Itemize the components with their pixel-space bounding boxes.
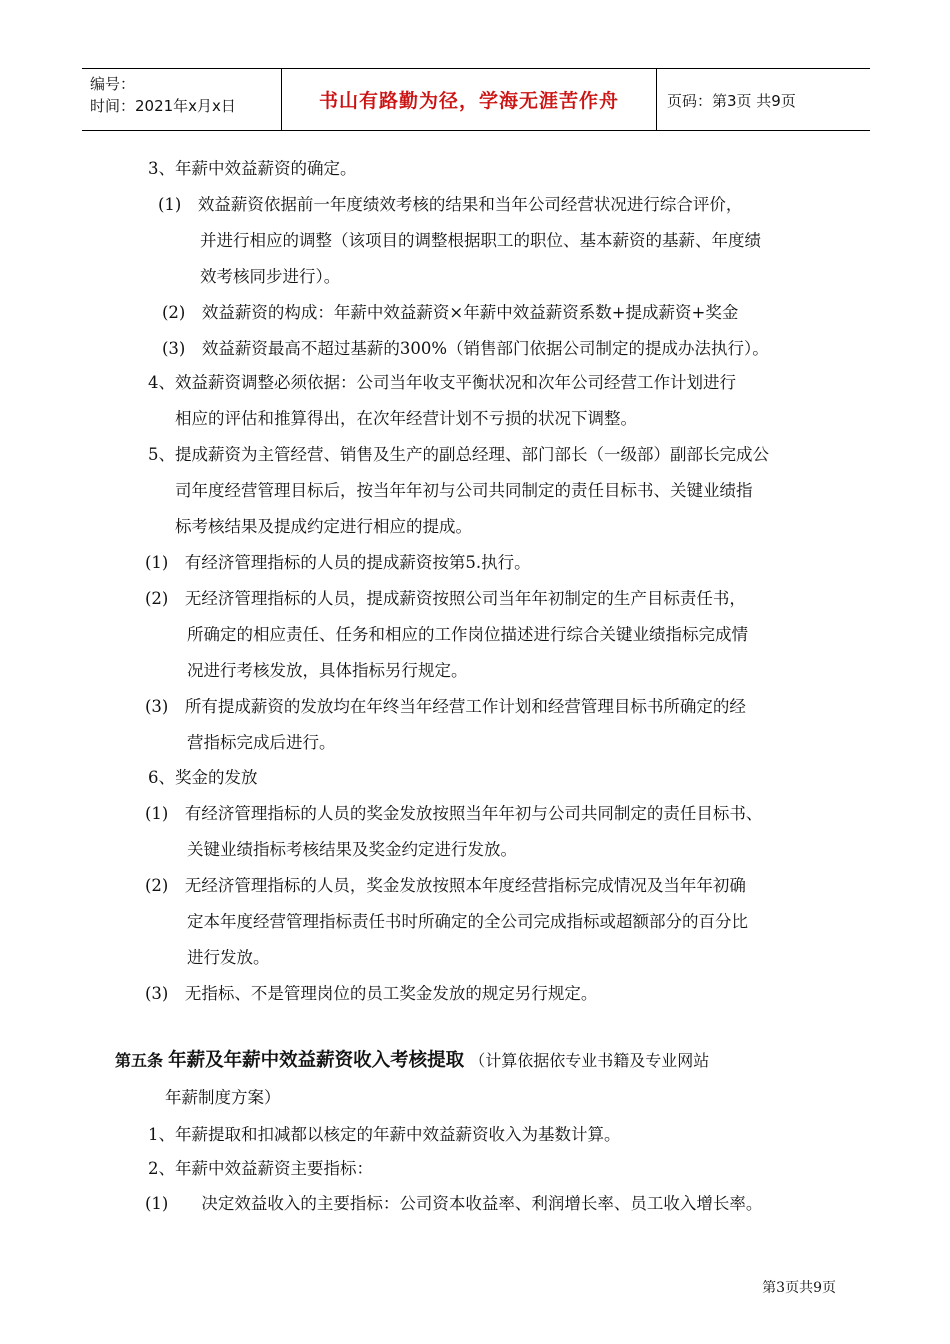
header-left-cell xyxy=(82,69,282,130)
paragraph-line: 进行发放。 xyxy=(187,948,270,967)
paragraph-line: (1) 有经济管理指标的人员的提成薪资按第5.执行。 xyxy=(145,553,531,572)
paragraph-line: 并进行相应的调整（该项目的调整根据职工的职位、基本薪资的基薪、年度绩 xyxy=(200,231,761,250)
section-6-heading: 6、奖金的发放 xyxy=(148,768,258,787)
article-number: 第五条 xyxy=(115,1051,164,1070)
paragraph-line: 标考核结果及提成约定进行相应的提成。 xyxy=(175,517,472,536)
header-motto-cell xyxy=(282,69,657,130)
paragraph-line: (3) 效益薪资最高不超过基薪的300%（销售部门依据公司制定的提成办法执行）。 xyxy=(162,339,769,358)
paragraph-line: 定本年度经营管理指标责任书时所确定的全公司完成指标或超额部分的百分比 xyxy=(187,912,748,931)
document-date-label: 时间：2021年x月x日 xyxy=(90,97,236,115)
section-5-heading: 5、提成薪资为主管经营、销售及生产的副总经理、部门部长（一级部）副部长完成公 xyxy=(148,445,769,464)
article-note: （计算依据依专业书籍及专业网站 xyxy=(469,1051,710,1070)
paragraph-line: 1、年薪提取和扣减都以核定的年薪中效益薪资收入为基数计算。 xyxy=(148,1125,621,1144)
paragraph-line: 2、年薪中效益薪资主要指标： xyxy=(148,1159,373,1178)
footer-page-number: 第3页共9页 xyxy=(762,1280,836,1296)
paragraph-line: 司年度经营管理目标后，按当年年初与公司共同制定的责任目标书、关键业绩指 xyxy=(175,481,753,500)
paragraph-line: (3) 无指标、不是管理岗位的员工奖金发放的规定另行规定。 xyxy=(145,984,598,1003)
article-note-continued: 年薪制度方案） xyxy=(165,1088,281,1107)
paragraph-line: (1) 决定效益收入的主要指标：公司资本收益率、利润增长率、员工收入增长率。 xyxy=(145,1194,763,1213)
section-3-heading: 3、年薪中效益薪资的确定。 xyxy=(148,159,357,178)
paragraph-line: 况进行考核发放，具体指标另行规定。 xyxy=(187,661,468,680)
paragraph-line: 营指标完成后进行。 xyxy=(187,733,336,752)
paragraph-line: 效考核同步进行）。 xyxy=(200,267,341,286)
header-motto: 书山有路勤为径，学海无涯苦作舟 xyxy=(318,90,619,112)
paragraph-line: (1) 有经济管理指标的人员的奖金发放按照当年年初与公司共同制定的责任目标书、 xyxy=(145,804,763,823)
paragraph-line: 相应的评估和推算得出，在次年经营计划不亏损的状况下调整。 xyxy=(175,409,637,428)
document-number-label: 编号： xyxy=(90,75,136,93)
paragraph-line: 所确定的相应责任、任务和相应的工作岗位描述进行综合关键业绩指标完成情 xyxy=(187,625,748,644)
section-4-heading: 4、效益薪资调整必须依据：公司当年收支平衡状况和次年公司经营工作计划进行 xyxy=(148,373,736,392)
paragraph-line: (2) 效益薪资的构成：年薪中效益薪资×年薪中效益薪资系数+提成薪资+奖金 xyxy=(162,303,739,322)
article-title: 年薪及年薪中效益薪资收入考核提取 xyxy=(168,1050,465,1071)
header-page-number: 页码：第3页 共9页 xyxy=(667,92,796,110)
paragraph-line: (1) 效益薪资依据前一年度绩效考核的结果和当年公司经营状况进行综合评价， xyxy=(158,195,743,214)
paragraph-line: (3) 所有提成薪资的发放均在年终当年经营工作计划和经营管理目标书所确定的经 xyxy=(145,697,746,716)
paragraph-line: 关键业绩指标考核结果及奖金约定进行发放。 xyxy=(187,840,517,859)
page-header xyxy=(82,68,870,131)
header-page-cell xyxy=(657,69,870,130)
paragraph-line: (2) 无经济管理指标的人员，奖金发放按照本年度经营指标完成情况及当年年初确 xyxy=(145,876,746,895)
paragraph-line: (2) 无经济管理指标的人员，提成薪资按照公司当年年初制定的生产目标责任书， xyxy=(145,589,746,608)
article-5-heading xyxy=(115,1049,709,1073)
